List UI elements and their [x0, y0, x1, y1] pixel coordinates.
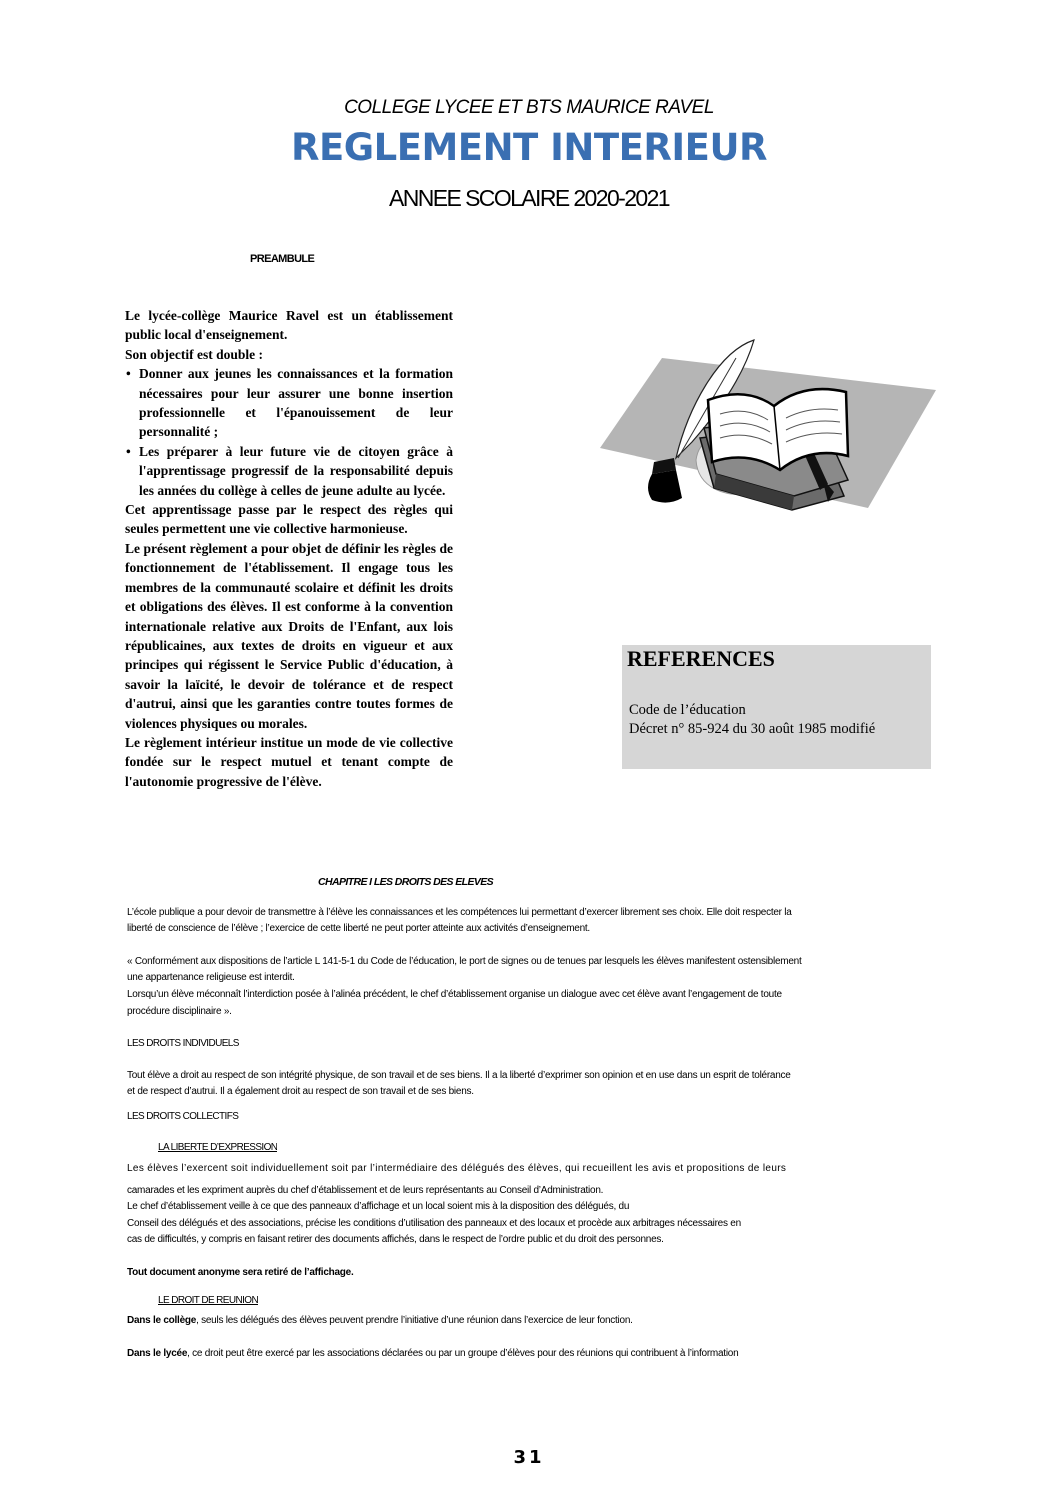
school-year: ANNEE SCOLAIRE 2020-2021 [389, 185, 669, 211]
body-text: , ce droit peut être exercé par les associations déclarées ou par un groupe d’élèves pour des réunions qui contribuent à l’information [187, 1348, 739, 1359]
school-name: COLLEGE LYCEE ET BTS MAURICE RAVEL [344, 97, 714, 118]
body-line: L’école publique a pour devoir de transmettre à l’élève les connaissances et les compétences lui permettant d’exercer librement ses choix. Elle doit respecter la [127, 907, 792, 918]
body-line: Le chef d’établissement veille à ce que des panneaux d’affichage et un local soient mis à la disposition des délégués, du [127, 1201, 630, 1212]
section-heading-collective-rights: LES DROITS COLLECTIFS [127, 1111, 239, 1122]
book-and-quill-illustration [596, 330, 966, 520]
subheading-freedom-of-expression: LA LIBERTE D’EXPRESSION [158, 1142, 278, 1153]
section-heading-individual-rights: LES DROITS INDIVIDUELS [127, 1038, 239, 1049]
preamble-paragraph: Le présent règlement a pour objet de définir les règles de fonctionnement de l'établissement. Il engage tous les membres de la communauté scolaire et définit les droits et obligations des élèves. Il est conforme à la convention internationale relative aux Droits de l'Enfant, aux lois républicaines, aux textes de droits en vigueur et aux principes qui régissent le Service Public d'éducation, à savoir la laïcité, le devoir de tolérance et de respect d'autrui, ainsi que les garanties contre toutes formes de violences physiques ou morales. [125, 540, 453, 731]
preamble-intro: Le lycée-collège Maurice Ravel est un établissement public local d'enseignement. [125, 308, 453, 343]
objective-item: • Les préparer à leur future vie de citoyen grâce à l'apprentissage progressif de la responsabilité depuis les années du collège à celles de jeune adulte au lycée. [125, 442, 453, 500]
page-number: 31 [513, 1447, 545, 1468]
page-title: REGLEMENT INTERIEUR [291, 126, 767, 169]
body-line [127, 1345, 933, 1362]
reference-item: Décret n° 85-924 du 30 août 1985 modifié [629, 721, 876, 737]
body-line: procédure disciplinaire ». [127, 1006, 232, 1017]
preamble-paragraph: Le règlement intérieur institue un mode de vie collective fondée sur le respect mutuel et tenant compte de l'autonomie progressive de l'élève. [125, 734, 453, 789]
preamble-text [125, 306, 453, 791]
body-line [127, 1312, 933, 1329]
body-line: Les élèves l’exercent soit individuellement soit par l’intermédiaire des délégués des élèves, qui recueillent les avis et propositions de leurs [127, 1163, 787, 1174]
body-line-bold: Tout document anonyme sera retiré de l’affichage. [127, 1267, 354, 1278]
chapter-title: CHAPITRE I LES DROITS DES ELEVES [318, 876, 494, 888]
preamble-objective: Son objectif est double : [125, 346, 263, 362]
emphasis-lycee: Dans le lycée [127, 1348, 188, 1359]
body-line: camarades et les expriment auprès du chef d’établissement et de leurs représentants au Conseil d’Administration. [127, 1185, 604, 1196]
body-line: Tout élève a droit au respect de son intégrité physique, de son travail et de ses biens. Il a la liberté d’exprimer son opinion et en use dans un esprit de tolérance [127, 1070, 791, 1081]
body-text: , seuls les délégués des élèves peuvent prendre l’initiative d’une réunion dans l’exercice de leur fonction. [196, 1315, 633, 1326]
body-line: Conseil des délégués et des associations, précise les conditions d’utilisation des panneaux et des locaux et procède aux arbitrages nécessaires en [127, 1218, 741, 1229]
objective-item: • Donner aux jeunes les connaissances et la formation nécessaires pour leur assurer une bonne insertion professionnelle et l'épanouissement de leur personnalité ; [125, 364, 453, 442]
preamble-heading: PREAMBULE [250, 253, 315, 265]
body-line: et de respect d’autrui. Il a également droit au respect de son travail et de ses biens. [127, 1086, 474, 1097]
body-line: « Conformément aux dispositions de l’article L 141-5-1 du Code de l’éducation, le port de signes ou de tenues par lesquels les élèves manifestent ostensiblement [127, 956, 802, 967]
body-line: liberté de conscience de l’élève ; l’exercice de cette liberté ne peut porter atteinte aux activités d’enseignement. [127, 923, 590, 934]
preamble-paragraph: Cet apprentissage passe par le respect des règles qui seules permettent une vie collective harmonieuse. [125, 502, 453, 537]
emphasis-college: Dans le collège [127, 1315, 197, 1326]
body-line: cas de difficultés, y compris en faisant retirer des documents affichés, dans le respect de l’ordre public et du droit des personnes. [127, 1234, 664, 1245]
objective-list [125, 364, 453, 500]
body-line: une appartenance religieuse est interdit. [127, 972, 295, 983]
reference-item: Code de l’éducation [629, 702, 746, 718]
body-line: Lorsqu’un élève méconnaît l’interdiction posée à l’alinéa précédent, le chef d’établissement organise un dialogue avec cet élève avant l’engagement de toute [127, 989, 782, 1000]
subheading-right-of-assembly: LE DROIT DE REUNION [158, 1295, 259, 1306]
references-title: REFERENCES [627, 646, 775, 671]
